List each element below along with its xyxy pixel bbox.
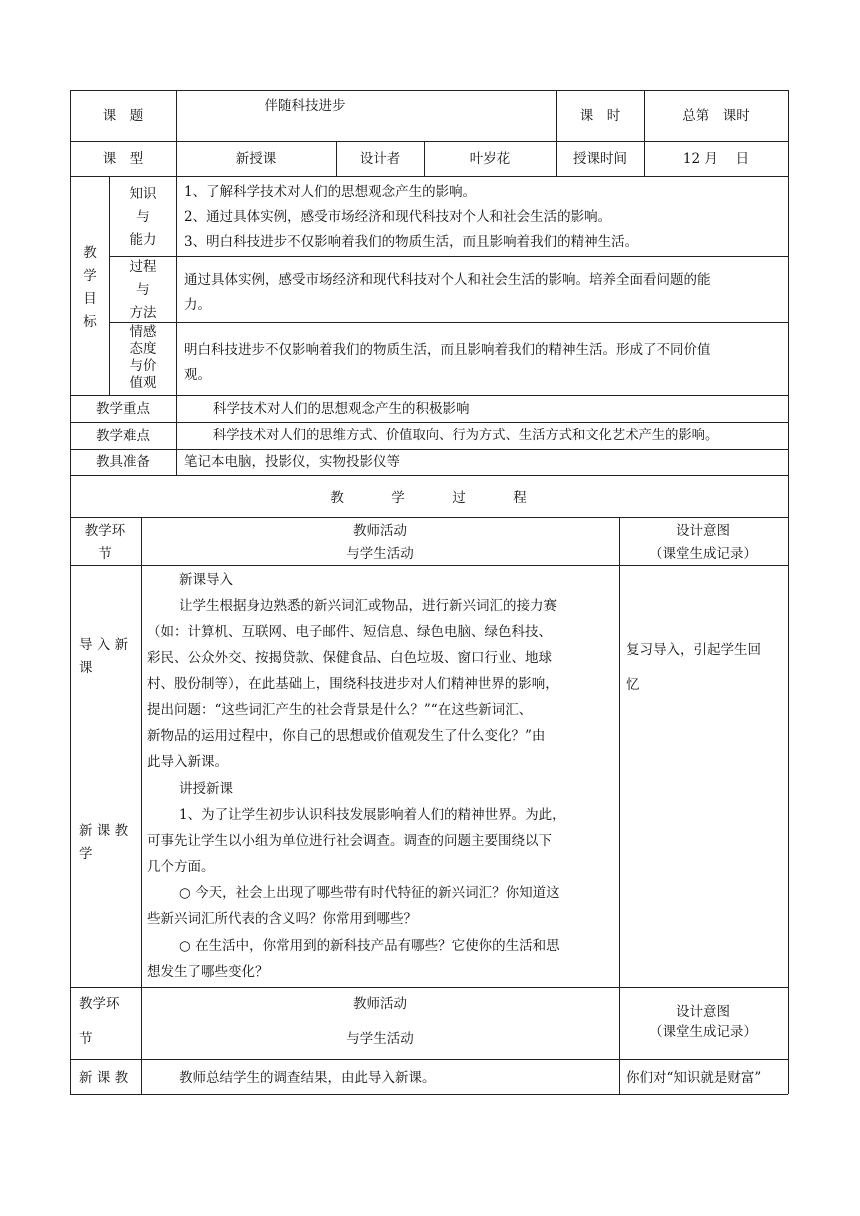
period-value: 总第 课时 bbox=[682, 108, 750, 124]
process-title-char: 学 bbox=[391, 490, 405, 506]
activity-line: 此导入新课。 bbox=[147, 754, 228, 770]
activity-line: ○ 在生活中，你常用到的新科技产品有哪些？它使你的生活和思 bbox=[179, 938, 560, 954]
activity-line: 新课导入 bbox=[179, 572, 233, 588]
knowledge-item: 1、了解科学技术对人们的思想观念产生的影响。 bbox=[184, 184, 477, 200]
objectives-label-char: 学 bbox=[83, 268, 97, 284]
tools-text: 笔记本电脑，投影仪，实物投影仪等 bbox=[184, 454, 400, 470]
activity-line: ○ 今天，社会上出现了哪些带有时代特征的新兴词汇？你知道这 bbox=[179, 885, 560, 901]
difficulty-text: 科学技术对人们的思维方式、价值取向、行为方式、生活方式和文化艺术产生的影响。 bbox=[213, 428, 719, 443]
knowledge-label: 能力 bbox=[129, 232, 157, 248]
emotion-label: 情感 bbox=[129, 324, 157, 340]
activity-line: 想发生了哪些变化？ bbox=[147, 964, 269, 980]
activity-line: 1、为了让学生初步认识科技发展影响着人们的精神世界。为此， bbox=[179, 807, 566, 823]
lesson-title: 伴随科技进步 bbox=[264, 98, 346, 114]
knowledge-item: 3、明白科技进步不仅影响着我们的物质生活，而且影响着我们的精神生活。 bbox=[184, 234, 639, 250]
date-value: 12 月 日 bbox=[682, 151, 750, 167]
activity-line: 些新兴词汇所代表的含义吗？你常用到哪些？ bbox=[147, 911, 417, 927]
objectives-label-char: 标 bbox=[83, 314, 97, 330]
activity-line: 几个方面。 bbox=[147, 859, 215, 875]
intent-line: 忆 bbox=[626, 677, 640, 693]
stage-new-label: 新 课 教 bbox=[79, 1070, 129, 1086]
emotion-label: 与价 bbox=[129, 358, 157, 374]
stage-header: 节 bbox=[79, 1031, 93, 1047]
objectives-label-char: 教 bbox=[83, 245, 97, 261]
key-point-text: 科学技术对人们的思想观念产生的积极影响 bbox=[213, 401, 470, 417]
process-text-line: 通过具体实例，感受市场经济和现代科技对个人和社会生活的影响。培养全面看问题的能 bbox=[184, 272, 711, 288]
activity-line: 可事先让学生以小组为单位进行社会调查。调查的问题主要围绕以下 bbox=[147, 833, 552, 849]
stage-header: 节 bbox=[98, 546, 112, 562]
knowledge-item: 2、通过具体实例，感受市场经济和现代科技对个人和社会生活的影响。 bbox=[184, 209, 612, 225]
knowledge-label: 知识 bbox=[129, 186, 157, 202]
intent-line: 复习导入，引起学生回 bbox=[626, 642, 761, 658]
designer-label: 设计者 bbox=[359, 151, 401, 167]
type-label: 课 型 bbox=[102, 151, 144, 167]
activity-header: 教师活动 bbox=[353, 523, 407, 539]
intent-header: 设计意图 bbox=[676, 1004, 730, 1020]
activity-line: 提出问题：“这些词汇产生的社会背景是什么？”“在这些新词汇、 bbox=[147, 702, 533, 718]
process-title-char: 程 bbox=[513, 490, 527, 506]
activity-header: 教师活动 bbox=[353, 996, 407, 1012]
activity-line: 村、股份制等），在此基础上，围绕科技进步对人们精神世界的影响， bbox=[147, 676, 559, 692]
knowledge-label: 与 bbox=[136, 209, 150, 225]
emotion-label: 值观 bbox=[129, 375, 157, 391]
type-value: 新授课 bbox=[235, 151, 277, 167]
period-label: 课 时 bbox=[579, 108, 621, 124]
process-text-line: 力。 bbox=[184, 297, 211, 313]
intent-header: （课堂生成记录） bbox=[649, 546, 757, 562]
designer-value: 叶岁花 bbox=[469, 151, 511, 167]
activity-line: 教师总结学生的调查结果，由此导入新课。 bbox=[179, 1070, 436, 1086]
difficulty-label: 教学难点 bbox=[96, 428, 150, 444]
stage-new-label: 新 课 教 bbox=[79, 823, 129, 839]
activity-line: 新物品的运用过程中，你自己的思想或价值观发生了什么变化？”由 bbox=[147, 728, 546, 744]
activity-line: （如：计算机、互联网、电子邮件、短信息、绿色电脑、绿色科技、 bbox=[147, 624, 552, 640]
activity-line: 让学生根据身边熟悉的新兴词汇或物品，进行新兴词汇的接力赛 bbox=[179, 598, 557, 614]
intent-line: 你们对“知识就是财富” bbox=[626, 1070, 762, 1086]
objectives-label-char: 目 bbox=[83, 291, 97, 307]
process-title-char: 过 bbox=[452, 490, 466, 506]
process-label: 过程 bbox=[129, 259, 157, 275]
activity-header: 与学生活动 bbox=[346, 546, 414, 562]
stage-header: 教学环 bbox=[84, 523, 126, 539]
activity-line: 彩民、公众外交、按揭贷款、保健食品、白色垃圾、窗口行业、地球 bbox=[147, 650, 552, 666]
process-label: 方法 bbox=[129, 305, 157, 321]
process-title-char: 教 bbox=[330, 490, 344, 506]
date-label: 授课时间 bbox=[573, 151, 627, 167]
key-point-label: 教学重点 bbox=[96, 401, 150, 417]
stage-header: 教学环 bbox=[79, 996, 120, 1012]
lesson-label: 课 题 bbox=[102, 108, 144, 124]
intent-header: （课堂生成记录） bbox=[649, 1024, 757, 1040]
activity-line: 讲授新课 bbox=[179, 781, 233, 797]
emotion-text-line: 明白科技进步不仅影响着我们的物质生活，而且影响着我们的精神生活。形成了不同价值 bbox=[184, 342, 711, 358]
tools-label: 教具准备 bbox=[96, 454, 150, 470]
process-label: 与 bbox=[136, 282, 150, 298]
activity-header: 与学生活动 bbox=[346, 1031, 414, 1047]
stage-new-label: 学 bbox=[79, 846, 93, 862]
stage-intro-label: 导 入 新 bbox=[79, 637, 129, 653]
intent-header: 设计意图 bbox=[676, 523, 730, 539]
emotion-label: 态度 bbox=[129, 341, 157, 357]
emotion-text-line: 观。 bbox=[184, 367, 211, 383]
stage-intro-label: 课 bbox=[79, 660, 93, 676]
